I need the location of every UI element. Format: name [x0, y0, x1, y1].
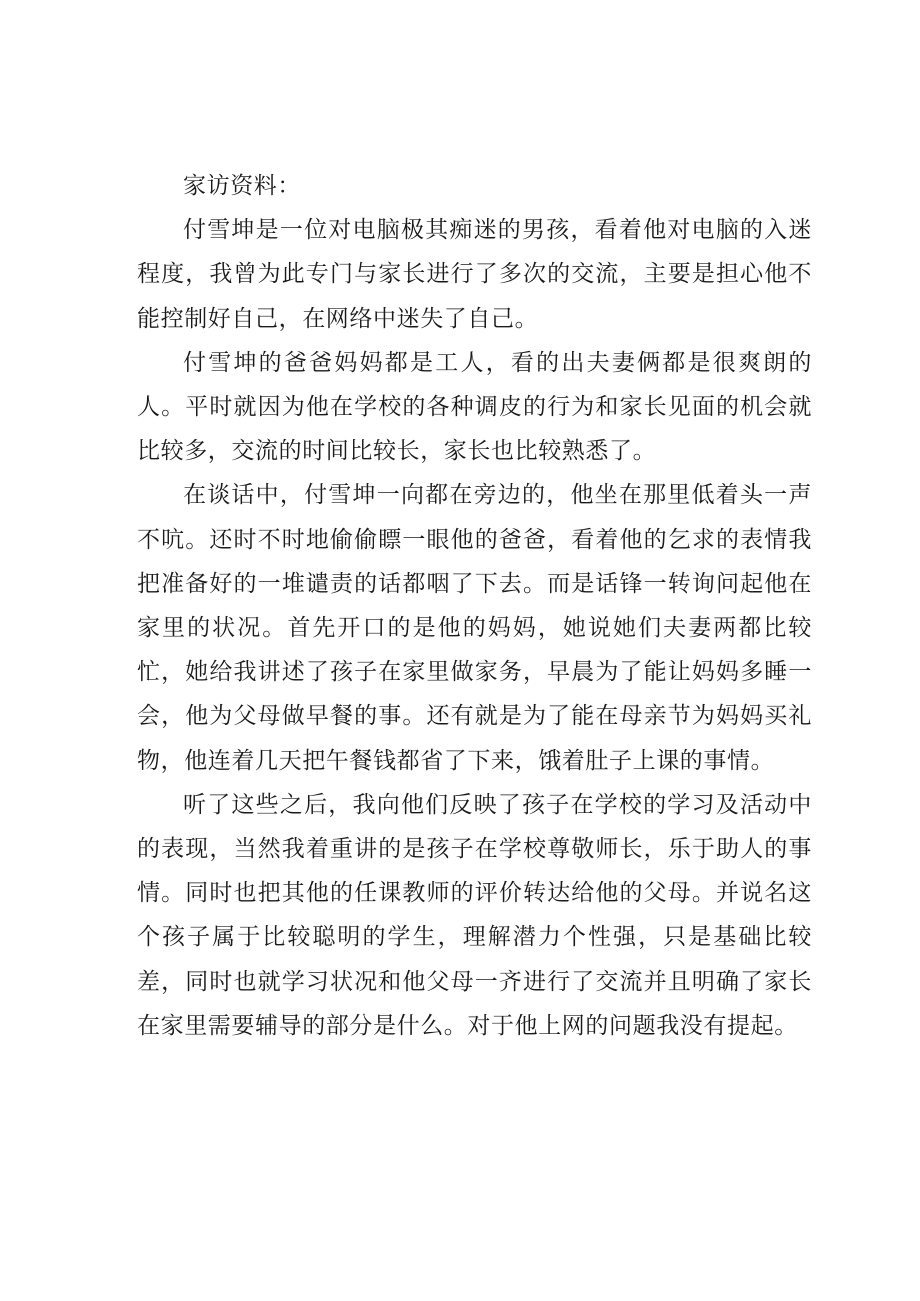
paragraph-parents: 付雪坤的爸爸妈妈都是工人，看的出夫妻俩都是很爽朗的人。平时就因为他在学校的各种调皮的行为和家长见面的机会就比较多，交流的时间比较长，家长也比较熟悉了。 [137, 349, 812, 465]
document-heading: 家访资料： [183, 173, 301, 199]
paragraph-conversation: 在谈话中，付雪坤一向都在旁边的，他坐在那里低着头一声不吭。还时不时地偷偷瞟一眼他的爸爸，看着他的乞求的表情我把准备好的一堆谴责的话都咽了下去。而是话锋一转询问起他在家里的状况。首先开口的是他的妈妈，她说她们夫妻两都比较忙，她给我讲述了孩子在家里做家务，早晨为了能让妈妈多睡一会，他为父母做早餐的事。还有就是为了能在母亲节为妈妈买礼物，他连着几天把午餐钱都省了下来，饿着肚子上课的事情。 [137, 482, 812, 774]
paragraph-feedback: 听了这些之后，我向他们反映了孩子在学校的学习及活动中的表现，当然我着重讲的是孩子在学校尊敬师长，乐于助人的事情。同时也把其他的任课教师的评价转达给他的父母。并说名这个孩子属于比较聪明的学生，理解潜力个性强，只是基础比较差，同时也就学习状况和他父母一齐进行了交流并且明确了家长在家里需要辅导的部分是什么。对于他上网的问题我没有提起。 [137, 791, 812, 1039]
paragraph-intro: 付雪坤是一位对电脑极其痴迷的男孩，看着他对电脑的入迷程度，我曾为此专门与家长进行了多次的交流，主要是担心他不能控制好自己，在网络中迷失了自己。 [137, 217, 812, 332]
document-body [137, 164, 812, 1048]
